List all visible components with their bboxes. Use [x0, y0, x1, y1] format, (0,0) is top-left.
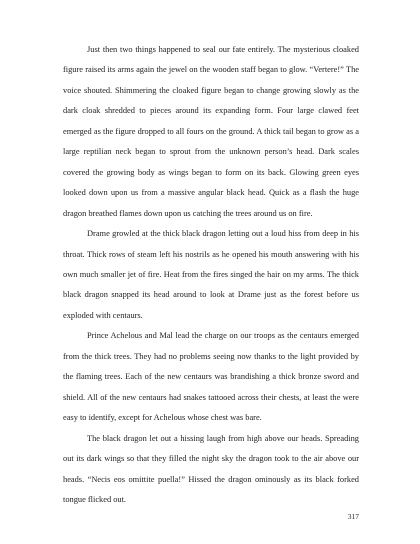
- page-number: 317: [347, 512, 359, 521]
- paragraph-1: Just then two things happened to seal our fate entirely. The mysterious cloaked figure raised its arms again the jewel on the wooden staff began to glow. “Vertere!” The voice shouted. Shimmering the cloaked figure began to change growing slowly as the dark cloak shredded to pieces around its expanding form. Four large clawed feet emerged as the figure dropped to all fours on the ground. A thick tail began to grow as a large reptilian neck began to sprout from the unknown person’s head. Dark scales covered the growing body as wings began to form on its back. Glowing green eyes looked down upon us from a massive angular black head. Quick as a flash the huge dragon breathed flames down upon us catching the trees around us on fire.: [63, 45, 359, 218]
- paragraph-4: The black dragon let out a hissing laugh from high above our heads. Spreading out its dark wings so that they filled the night sky the dragon took to the air above our heads. “Necis eos omittite puella!” Hissed the dragon ominously as its black forked tongue flicked out.: [63, 433, 359, 504]
- body-text: [63, 40, 359, 510]
- paragraph-3: Prince Achelous and Mal lead the charge on our troops as the centaurs emerged from the thick trees. They had no problems seeing now thanks to the light provided by the flaming trees. Each of the new centaurs was brandishing a thick bronze sword and shield. All of the new centaurs had snakes tattooed across their chests, at least the were easy to identify, except for Achelous whose chest was bare.: [63, 331, 359, 423]
- paragraph-2: Drame growled at the thick black dragon letting out a loud hiss from deep in his throat. Thick rows of steam left his nostrils as he opened his mouth answering with his own much smaller jet of fire. Heat from the fires singed the hair on my arms. The thick black dragon snapped its head around to look at Drame just as the forest before us exploded with centaurs.: [63, 229, 359, 320]
